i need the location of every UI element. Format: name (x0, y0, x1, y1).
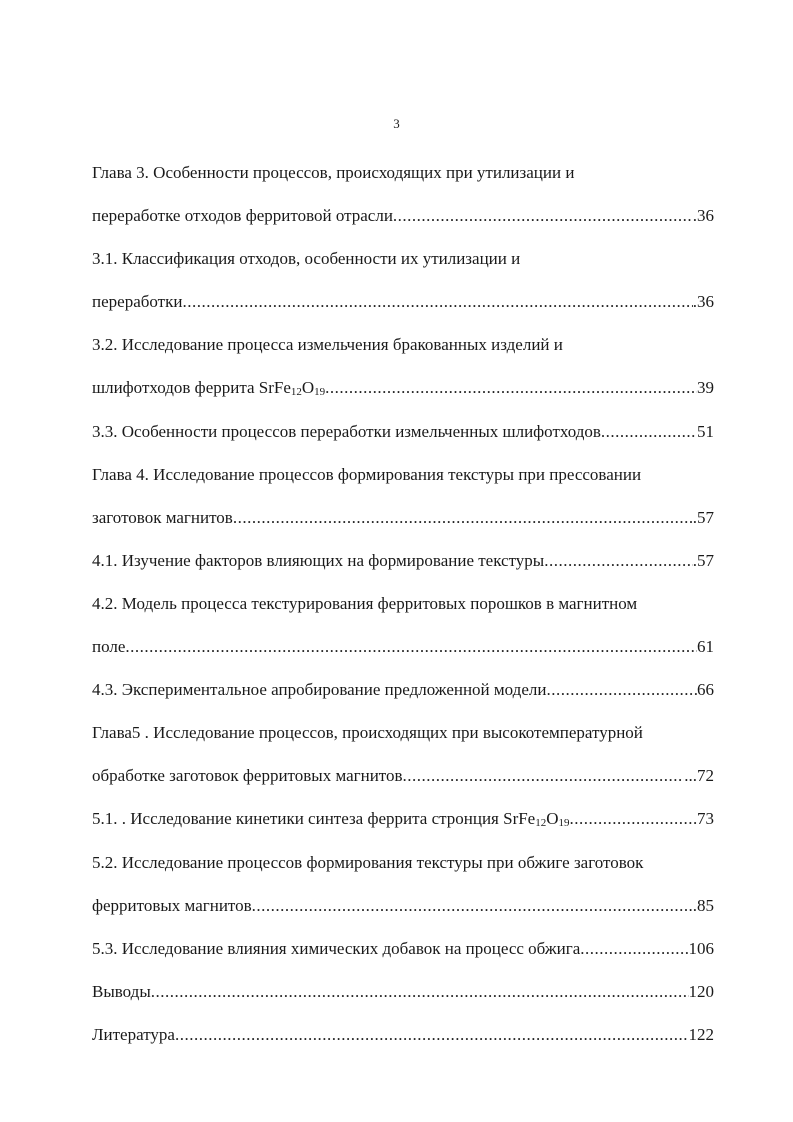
toc-entry-title: 4.3. Экспериментальное апробирование предложенной модели (92, 680, 547, 700)
toc-page-number: .36 (692, 206, 714, 226)
toc-entry (92, 766, 714, 786)
toc-entry (92, 292, 714, 312)
toc-entry (92, 1025, 714, 1045)
toc-entry (92, 637, 714, 657)
toc-leader-dots (325, 378, 697, 398)
toc-leader-dots (393, 206, 693, 226)
toc-leader-dots (580, 939, 688, 959)
toc-lead-line: 5.2. Исследование процессов формирования текстуры при обжиге заготовок (92, 852, 644, 872)
toc-leader-dots (125, 637, 697, 657)
toc-entry (92, 422, 714, 442)
toc-leader-dots (570, 809, 697, 829)
toc-entry-title: 5.3. Исследование влияния химических добавок на процесс обжига (92, 938, 581, 958)
toc-entry (92, 982, 714, 1002)
toc-page-number: 73 (697, 809, 714, 829)
toc-entry (92, 551, 714, 571)
toc-page-number: .57 (692, 507, 714, 527)
table-of-contents (92, 163, 714, 1068)
toc-entry (92, 809, 714, 829)
toc-lead-line: 3.2. Исследование процесса измельчения бракованных изделий и (92, 335, 563, 355)
toc-page-number: 122 (688, 1024, 714, 1044)
toc-lead-line: Глава 3. Особенности процессов, происходящих при утилизации и (92, 163, 575, 182)
toc-page-number: .36 (692, 292, 714, 312)
toc-leader-dots (601, 422, 697, 442)
toc-entry-title: заготовок магнитов (92, 507, 233, 527)
toc-leader-dots (175, 1025, 689, 1045)
toc-leader-dots (403, 766, 685, 786)
toc-entry-title: шлифотходов феррита $SrFe_{12}O_{19}$ (92, 378, 326, 399)
toc-entry (92, 939, 714, 959)
toc-entry (92, 508, 714, 528)
toc-entry-title: Литература (92, 1024, 175, 1044)
toc-lead-line: Глава5 . Исследование процессов, происходящих при высокотемпературной (92, 723, 643, 743)
toc-leader-dots (182, 292, 692, 312)
toc-entry-title: переработки (92, 292, 183, 312)
toc-leader-dots (544, 551, 693, 571)
toc-entry-title: 3.3. Особенности процессов переработки измельченных шлифотходов (92, 421, 601, 441)
toc-leader-dots (546, 680, 697, 700)
toc-entry (92, 680, 714, 700)
toc-entry (92, 206, 714, 226)
toc-leader-dots (151, 982, 689, 1002)
toc-page-number: ..85 (688, 895, 714, 915)
toc-page-number: 106 (688, 938, 714, 958)
toc-entry (92, 378, 714, 398)
toc-entry-title: обработке заготовок ферритовых магнитов (92, 766, 403, 786)
toc-page-number: ...72 (684, 766, 714, 786)
toc-entry-title: 5.1. . Исследование кинетики синтеза феррита стронция $SrFe_{12}O_{19}$ (92, 809, 570, 830)
toc-entry-title: поле (92, 637, 126, 657)
toc-lead-line: 3.1. Классификация отходов, особенности их утилизации и (92, 249, 521, 269)
toc-entry (92, 896, 714, 916)
toc-leader-dots (252, 896, 689, 916)
toc-page-number: 120 (688, 981, 714, 1001)
toc-page-number: 39 (697, 378, 714, 398)
toc-page-number: 66 (697, 680, 714, 700)
toc-entry-title: Выводы (92, 981, 151, 1001)
toc-entry-title: ферритовых магнитов (92, 895, 252, 915)
toc-lead-line: Глава 4. Исследование процессов формирования текстуры при прессовании (92, 464, 642, 484)
toc-page-number: 61 (697, 637, 714, 657)
toc-page-number: 51 (697, 421, 714, 441)
toc-entry-title: переработке отходов ферритовой отрасли (92, 206, 393, 226)
toc-leader-dots (233, 508, 693, 528)
page-number: 3 (393, 116, 400, 131)
toc-lead-line: 4.2. Модель процесса текстурирования ферритовых порошков в магнитном (92, 593, 638, 613)
toc-entry-title: 4.1. Изучение факторов влияющих на формирование текстуры (92, 550, 545, 570)
toc-page-number: .57 (692, 550, 714, 570)
